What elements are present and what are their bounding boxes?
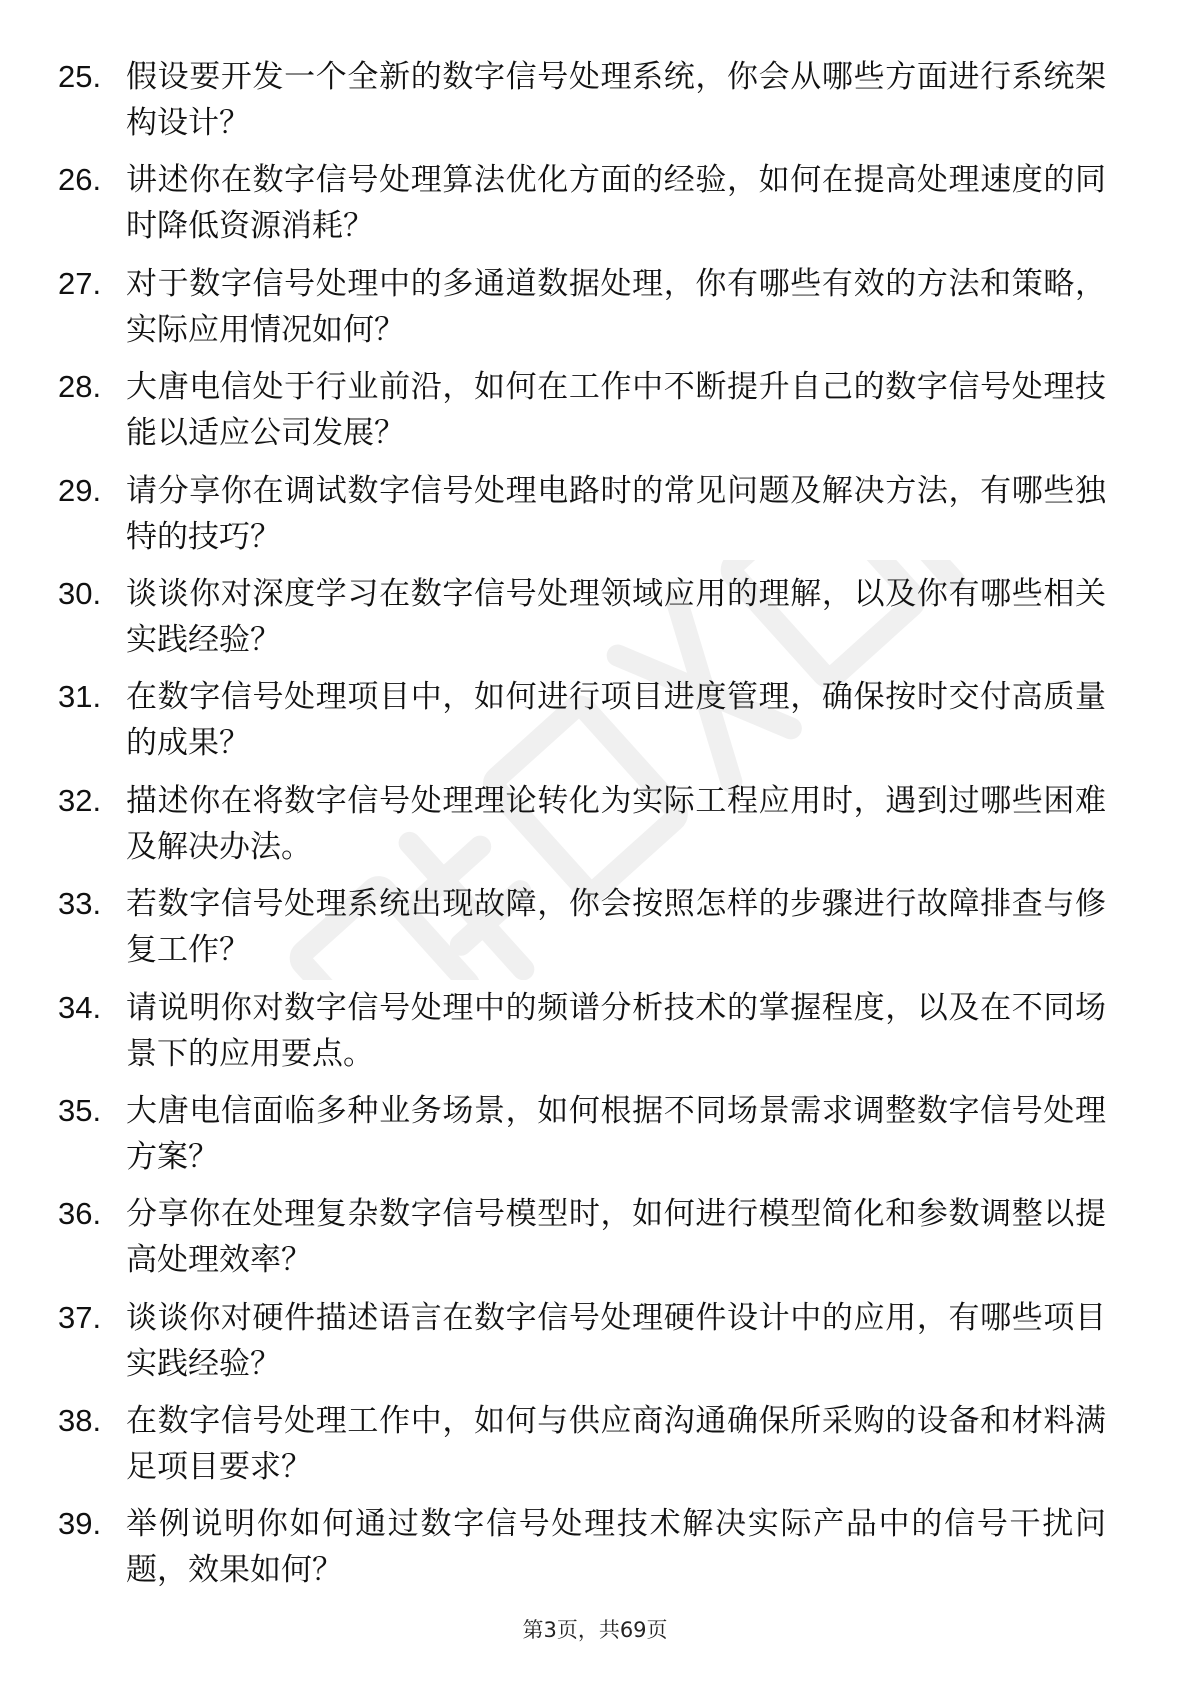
question-number: 30. [58,575,102,611]
question-text: 对于数字信号处理中的多通道数据处理，你有哪些有效的方法和策略，实际应用情况如何？ [126,265,1106,348]
question-text: 讲述你在数字信号处理算法优化方面的经验，如何在提高处理速度的同时降低资源消耗？ [126,162,1106,245]
question-text: 大唐电信处于行业前沿，如何在工作中不断提升自己的数字信号处理技能以适应公司发展？ [126,369,1106,452]
question-text: 谈谈你对深度学习在数字信号处理领域应用的理解，以及你有哪些相关实践经验？ [126,575,1106,658]
question-number: 33. [58,886,102,922]
question-item [58,261,1118,364]
question-text: 在数字信号处理工作中，如何与供应商沟通确保所采购的设备和材料满足项目要求？ [126,1403,1106,1486]
question-item [58,778,1118,881]
question-number: 34. [58,989,102,1025]
question-number: 25. [58,59,102,94]
question-item [58,881,1118,984]
question-item [58,571,1118,674]
question-text: 在数字信号处理项目中，如何进行项目进度管理，确保按时交付高质量的成果？ [126,679,1106,762]
question-text: 若数字信号处理系统出现故障，你会按照怎样的步骤进行故障排查与修复工作？ [126,886,1106,969]
question-number: 35. [58,1092,102,1128]
question-item [58,157,1118,260]
question-text: 大唐电信面临多种业务场景，如何根据不同场景需求调整数字信号处理方案？ [126,1092,1106,1175]
question-list [58,54,1118,1605]
question-item [58,985,1118,1088]
question-text: 举例说明你如何通过数字信号处理技术解决实际产品中的信号干扰问题，效果如何？ [126,1506,1106,1589]
question-number: 38. [58,1403,102,1439]
question-number: 28. [58,369,102,405]
question-item [58,674,1118,777]
question-text: 分享你在处理复杂数字信号模型时，如何进行模型简化和参数调整以提高处理效率？ [126,1196,1106,1279]
question-item [58,1191,1118,1294]
question-item [58,1295,1118,1398]
question-number: 27. [58,265,102,301]
page-number: 第3页，共69页 [522,1618,668,1642]
question-text: 描述你在将数字信号处理理论转化为实际工程应用时，遇到过哪些困难及解决办法。 [126,782,1106,865]
question-text: 请分享你在调试数字信号处理电路时的常见问题及解决方法，有哪些独特的技巧？ [126,472,1106,555]
question-item [58,1088,1118,1191]
question-item [58,1501,1118,1604]
question-number: 37. [58,1299,102,1335]
question-number: 36. [58,1196,102,1232]
question-item [58,1398,1118,1501]
question-number: 32. [58,782,102,818]
question-item [58,54,1118,157]
question-text: 假设要开发一个全新的数字信号处理系统，你会从哪些方面进行系统架构设计？ [126,59,1106,141]
question-number: 39. [58,1506,102,1542]
question-text: 谈谈你对硬件描述语言在数字信号处理硬件设计中的应用，有哪些项目实践经验？ [126,1299,1106,1382]
question-number: 26. [58,162,102,198]
question-number: 31. [58,679,102,715]
question-text: 请说明你对数字信号处理中的频谱分析技术的掌握程度，以及在不同场景下的应用要点。 [126,989,1106,1072]
question-item [58,468,1118,571]
question-item [58,364,1118,467]
question-number: 29. [58,472,102,508]
